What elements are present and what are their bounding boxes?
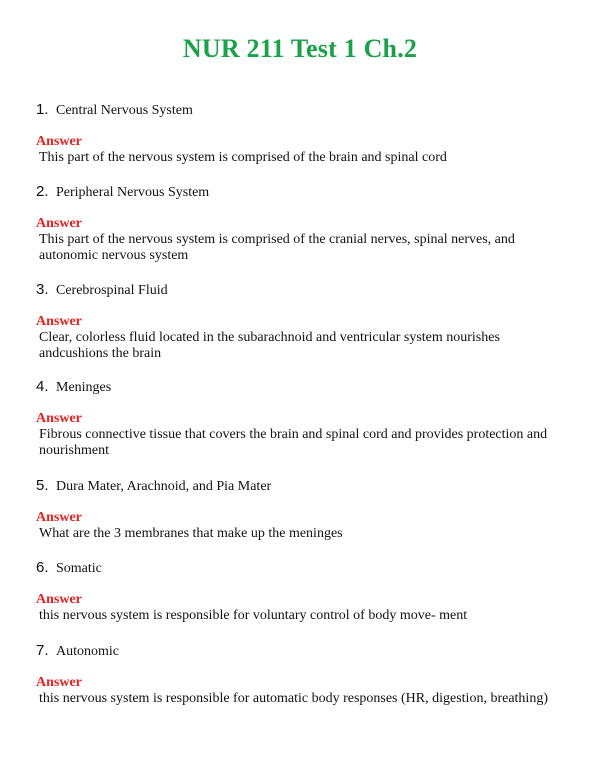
question-term: Dura Mater, Arachnoid, and Pia Mater: [56, 479, 272, 494]
answer-text: this nervous system is responsible for voluntary control of body move- ment: [39, 608, 468, 623]
question-term: Peripheral Nervous System: [56, 185, 210, 200]
question-line: [36, 281, 556, 301]
answer-label: Answer: [36, 411, 82, 426]
question-line: [36, 642, 556, 662]
answer-text: What are the 3 membranes that make up the meninges: [39, 526, 343, 541]
answer-text: this nervous system is responsible for automatic body responses (HR, digestion, breathing): [39, 691, 548, 706]
answer-text: Clear, colorless fluid located in the subarachnoid and ventricular system nourishes andcushions the brain: [39, 330, 500, 361]
qa-item-2: [36, 183, 556, 264]
qa-item-7: [36, 642, 556, 707]
qa-item-4: [36, 378, 556, 459]
answer-label: Answer: [36, 134, 82, 149]
answer-text: This part of the nervous system is comprised of the cranial nerves, spinal nerves, and autonomic nervous system: [39, 232, 515, 263]
question-number: 3.: [36, 281, 49, 298]
question-line: [36, 559, 556, 579]
qa-item-5: [36, 477, 556, 542]
answer-label: Answer: [36, 510, 82, 525]
question-term: Autonomic: [56, 644, 119, 659]
answer-label: Answer: [36, 675, 82, 690]
question-line: [36, 183, 556, 203]
qa-item-3: [36, 281, 556, 362]
question-term: Meninges: [56, 380, 112, 395]
answer-text: Fibrous connective tissue that covers the brain and spinal cord and provides protection and nourishment: [39, 427, 548, 458]
question-number: 5.: [36, 477, 49, 494]
answer-label: Answer: [36, 314, 82, 329]
question-number: 2.: [36, 183, 49, 200]
question-number: 1.: [36, 101, 49, 118]
qa-item-6: [36, 559, 556, 624]
question-number: 4.: [36, 378, 49, 395]
question-line: [36, 477, 556, 497]
question-term: Central Nervous System: [56, 103, 193, 118]
answer-text: This part of the nervous system is comprised of the brain and spinal cord: [39, 150, 447, 165]
question-number: 7.: [36, 642, 49, 659]
question-term: Somatic: [56, 561, 102, 576]
question-line: [36, 378, 556, 398]
answer-label: Answer: [36, 216, 82, 231]
question-number: 6.: [36, 559, 49, 576]
answer-label: Answer: [36, 592, 82, 607]
page-title: NUR 211 Test 1 Ch.2: [182, 34, 418, 63]
qa-item-1: [36, 101, 556, 166]
question-term: Cerebrospinal Fluid: [56, 283, 168, 298]
question-line: [36, 101, 556, 121]
